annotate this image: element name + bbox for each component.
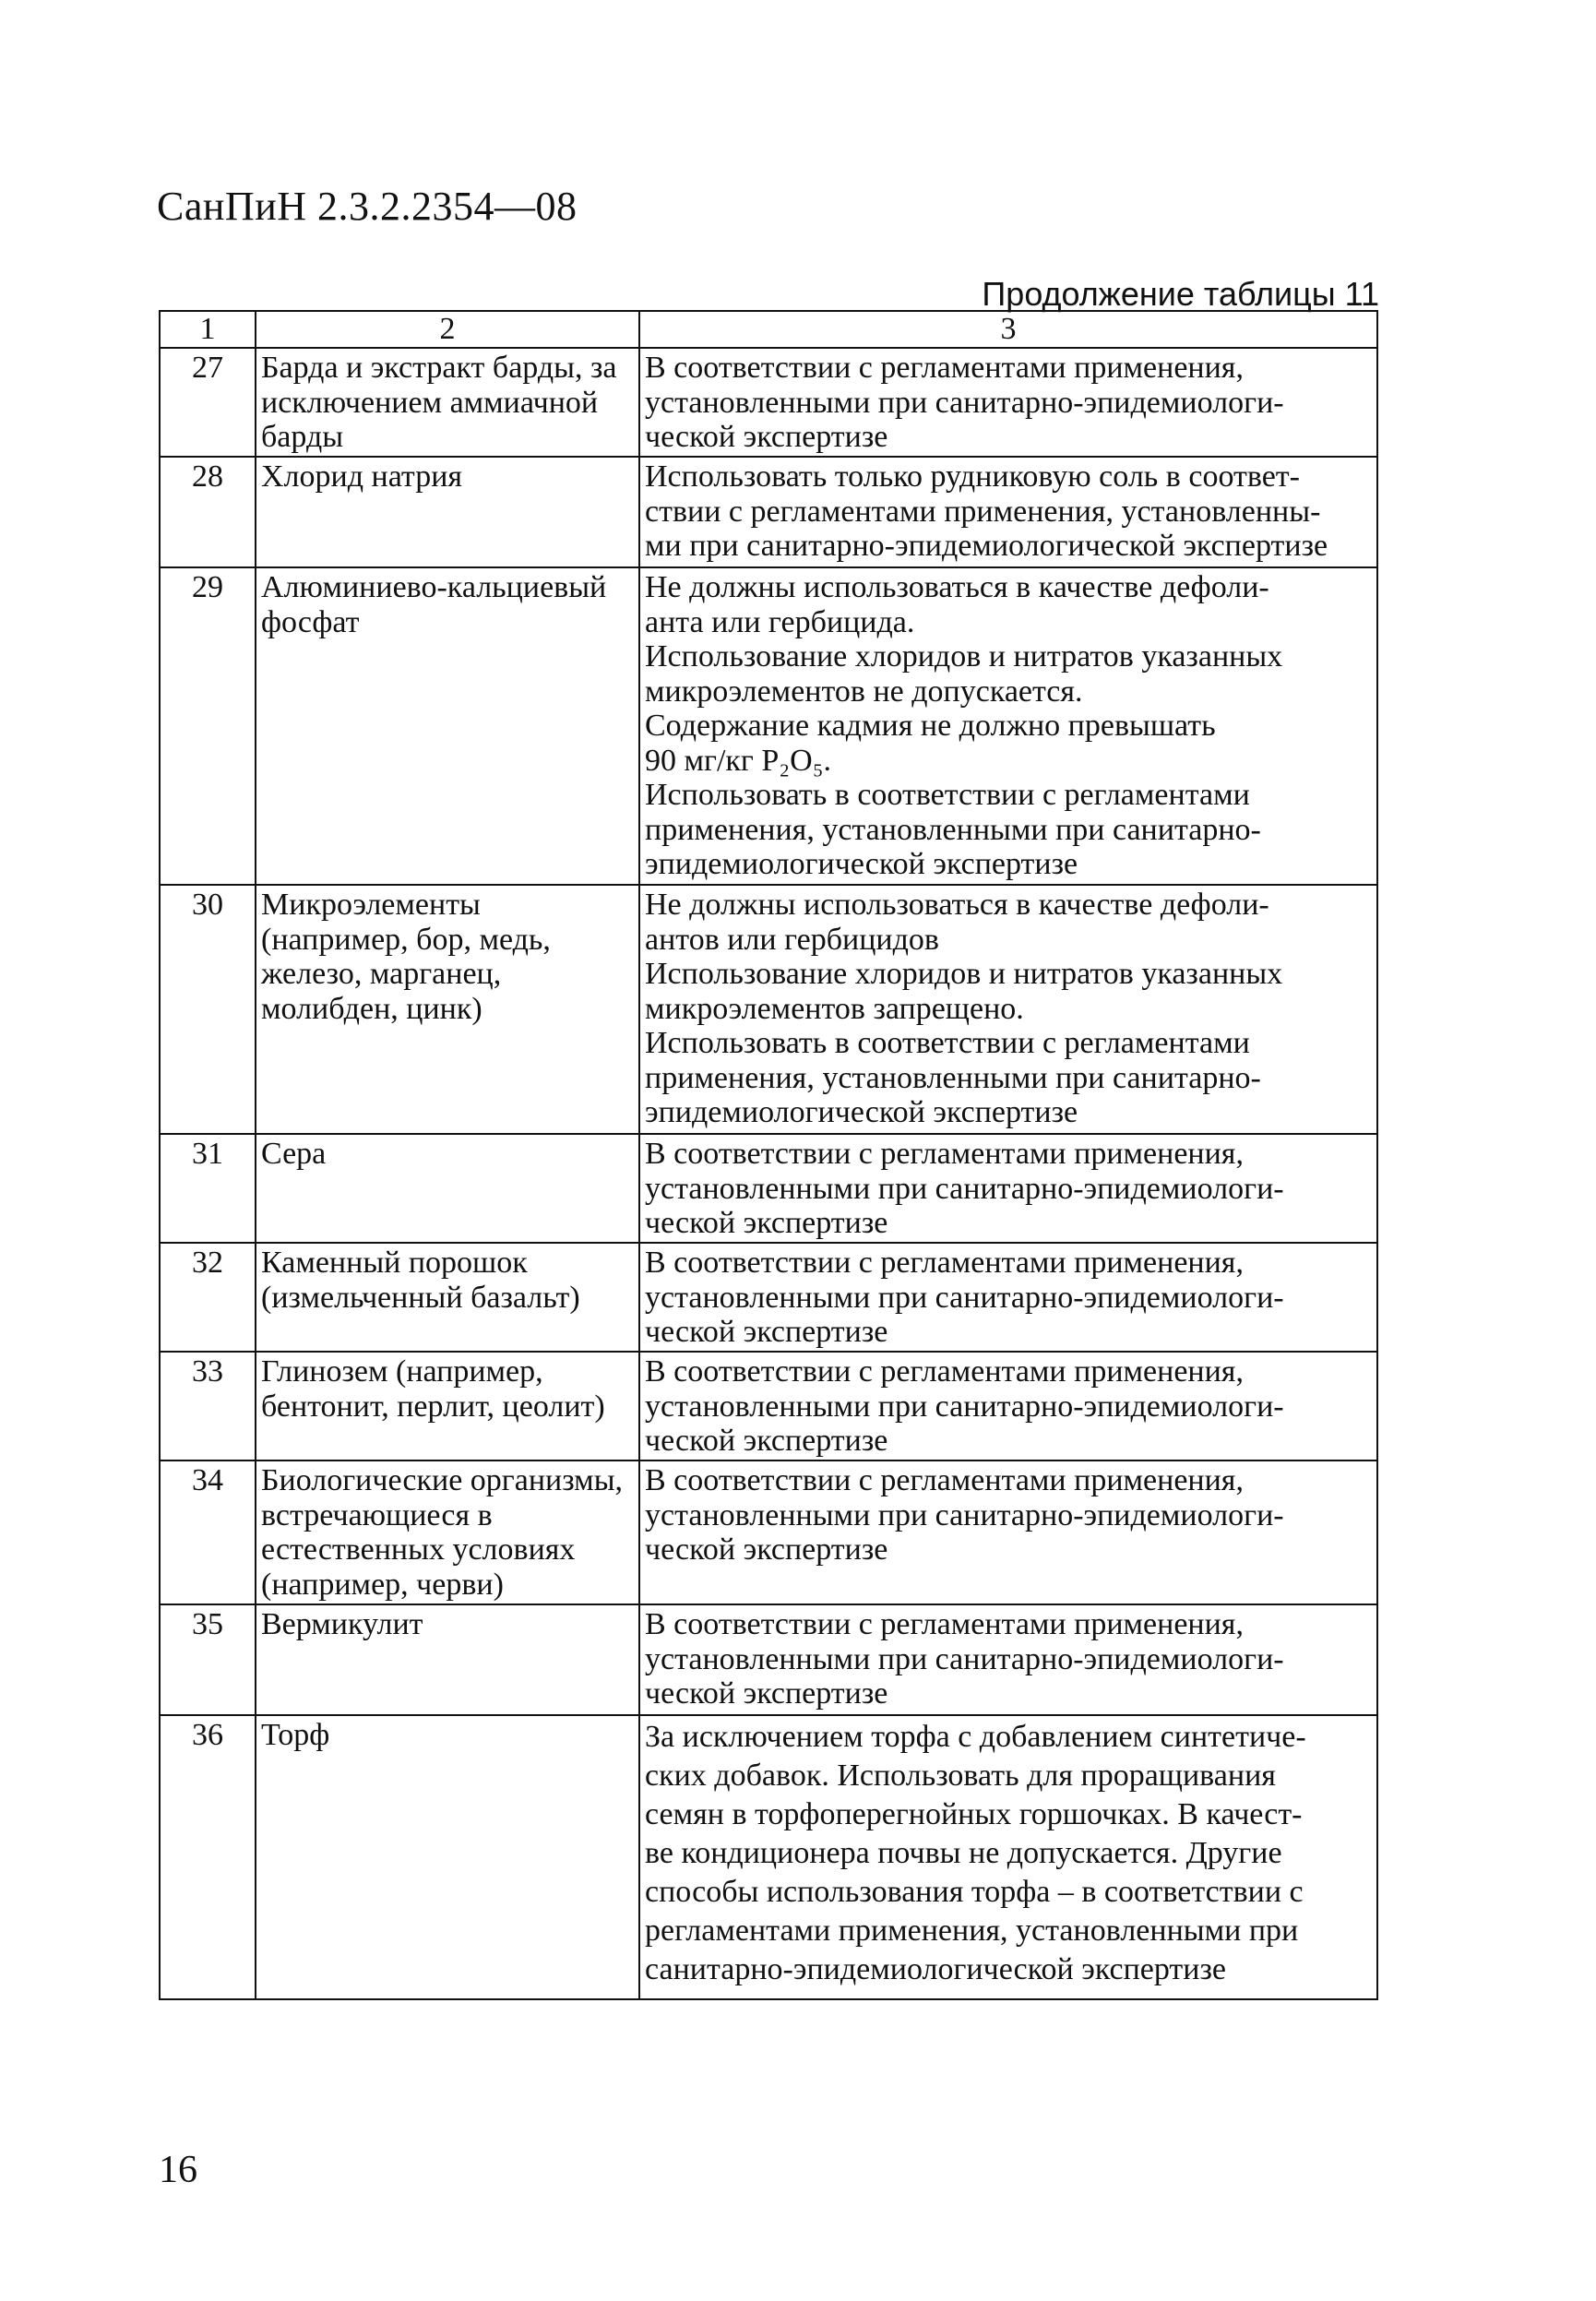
- table-continuation-label: Продолжение таблицы 11: [982, 275, 1379, 313]
- table-row: [160, 567, 1377, 885]
- table-row: [160, 457, 1377, 567]
- table-row: [160, 1352, 1377, 1460]
- conditions-cell: В соответствии с регламентами применения, установленными при санитарно-эпидемиологи- ческой экспертизе: [639, 1352, 1377, 1460]
- row-number: 35: [160, 1604, 256, 1715]
- table-row: [160, 885, 1377, 1134]
- table-row: [160, 1134, 1377, 1243]
- substance-cell: Глинозем (например, бентонит, перлит, цеолит): [256, 1352, 639, 1460]
- regulation-table: [159, 310, 1378, 2000]
- substance-cell: Каменный порошок (измельченный базальт): [256, 1243, 639, 1352]
- column-header: 1: [160, 311, 256, 348]
- conditions-cell: За исключением торфа с добавлением синтетиче- ских добавок. Использовать для проращивания семян в торфоперегнойных горшочках. В качест- ве кондиционера почвы не допускается. Другие способы использования торфа – в соответствии с регламентами применения, установленными при санитарно-эпидемиологической экспертизе: [639, 1715, 1377, 1999]
- conditions-cell: В соответствии с регламентами применения, установленными при санитарно-эпидемиологи- ческой экспертизе: [639, 1243, 1377, 1352]
- row-number: 36: [160, 1715, 256, 1999]
- substance-cell: Хлорид натрия: [256, 457, 639, 567]
- table-row: [160, 1604, 1377, 1715]
- conditions-cell: В соответствии с регламентами применения, установленными при санитарно-эпидемиологи- ческой экспертизе: [639, 1604, 1377, 1715]
- substance-cell: Сера: [256, 1134, 639, 1243]
- document-code: СанПиН 2.3.2.2354—08: [157, 184, 578, 229]
- table-row: [160, 1460, 1377, 1604]
- substance-cell: Вермикулит: [256, 1604, 639, 1715]
- table-row: [160, 1243, 1377, 1352]
- column-header: 2: [256, 311, 639, 348]
- conditions-cell: Не должны использоваться в качестве дефоли- антов или гербицидов Использование хлоридов и нитратов указанных микроэлементов запрещено. Использовать в соответствии с регламентами применения, установленными при санитарно- эпидемиологической экспертизе: [639, 885, 1377, 1134]
- table-row: [160, 348, 1377, 457]
- conditions-cell: В соответствии с регламентами применения, установленными при санитарно-эпидемиологи- ческой экспертизе: [639, 1460, 1377, 1604]
- conditions-cell: В соответствии с регламентами применения, установленными при санитарно-эпидемиологи- ческой экспертизе: [639, 1134, 1377, 1243]
- row-number: 33: [160, 1352, 256, 1460]
- substance-cell: Алюминиево-кальциевый фосфат: [256, 567, 639, 885]
- table-row: [160, 1715, 1377, 1999]
- table-header-row: [160, 311, 1377, 348]
- row-number: 29: [160, 567, 256, 885]
- row-number: 30: [160, 885, 256, 1134]
- substance-cell: Барда и экстракт барды, за исключением аммиачной барды: [256, 348, 639, 457]
- row-number: 31: [160, 1134, 256, 1243]
- page-number: 16: [159, 2149, 197, 2191]
- column-header: 3: [639, 311, 1377, 348]
- row-number: 27: [160, 348, 256, 457]
- row-number: 32: [160, 1243, 256, 1352]
- conditions-cell: В соответствии с регламентами применения, установленными при санитарно-эпидемиологи- ческой экспертизе: [639, 348, 1377, 457]
- row-number: 28: [160, 457, 256, 567]
- row-number: 34: [160, 1460, 256, 1604]
- substance-cell: Микроэлементы (например, бор, медь, железо, марганец, молибден, цинк): [256, 885, 639, 1134]
- substance-cell: Биологические организмы, встречающиеся в естественных условиях (например, черви): [256, 1460, 639, 1604]
- conditions-cell: Не должны использоваться в качестве дефоли- анта или гербицида. Использование хлоридов и нитратов указанных микроэлементов не допускается. Содержание кадмия не должно превышать 90 мг/кг P₂O₅. Использовать в соответствии с регламентами применения, установленными при санитарно- эпидемиологической экспертизе: [639, 567, 1377, 885]
- substance-cell: Торф: [256, 1715, 639, 1999]
- conditions-cell: Использовать только рудниковую соль в соответ- ствии с регламентами применения, установленны- ми при санитарно-эпидемиологической экспертизе: [639, 457, 1377, 567]
